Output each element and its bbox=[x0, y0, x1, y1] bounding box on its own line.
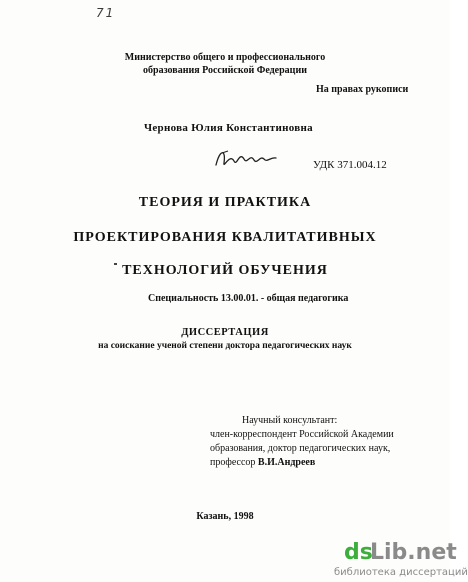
handwritten-signature bbox=[212, 143, 282, 173]
udc-code: УДК 371.004.12 bbox=[313, 159, 387, 171]
logo-suffix: Lib.net bbox=[370, 540, 457, 565]
specialty-line: Специальность 13.00.01. - общая педагогика bbox=[148, 293, 349, 304]
ministry-header bbox=[0, 51, 450, 77]
city-year: Казань, 1998 bbox=[196, 511, 254, 522]
consultant-title: профессор bbox=[210, 457, 256, 468]
manuscript-rights-label: На правах рукописи bbox=[316, 84, 409, 95]
degree-line: на соискание ученой степени доктора педагогических наук bbox=[98, 341, 352, 351]
scientific-consultant-block bbox=[210, 414, 410, 470]
logo-prefix: ds bbox=[344, 540, 373, 565]
consultant-line-1: член-корреспондент Российской Академии bbox=[210, 429, 394, 440]
dissertation-label: ДИССЕРТАЦИЯ bbox=[181, 327, 269, 338]
handwritten-scan-mark: 71 bbox=[96, 6, 116, 20]
title-line-1: ТЕОРИЯ И ПРАКТИКА bbox=[138, 195, 312, 210]
author-name: Чернова Юлия Константиновна bbox=[144, 122, 313, 134]
consultant-line-2: образования, доктор педагогических наук, bbox=[210, 443, 391, 454]
consultant-heading: Научный консультант: bbox=[242, 415, 338, 426]
dslib-watermark[interactable] bbox=[334, 535, 468, 582]
consultant-name: В.И.Андреев bbox=[257, 457, 316, 468]
dslib-subtitle: библиотека диссертаций bbox=[334, 567, 468, 578]
ministry-line-2: образования Российской Федерации bbox=[143, 65, 307, 76]
title-line-2: ПРОЕКТИРОВАНИЯ КВАЛИТАТИВНЫХ bbox=[73, 230, 377, 245]
consultant-line-3 bbox=[210, 456, 410, 470]
title-line-3: ТЕХНОЛОГИЙ ОБУЧЕНИЯ bbox=[122, 263, 328, 278]
dslib-logo bbox=[334, 535, 457, 565]
ministry-line-1: Министерство общего и профессионального bbox=[124, 52, 326, 63]
